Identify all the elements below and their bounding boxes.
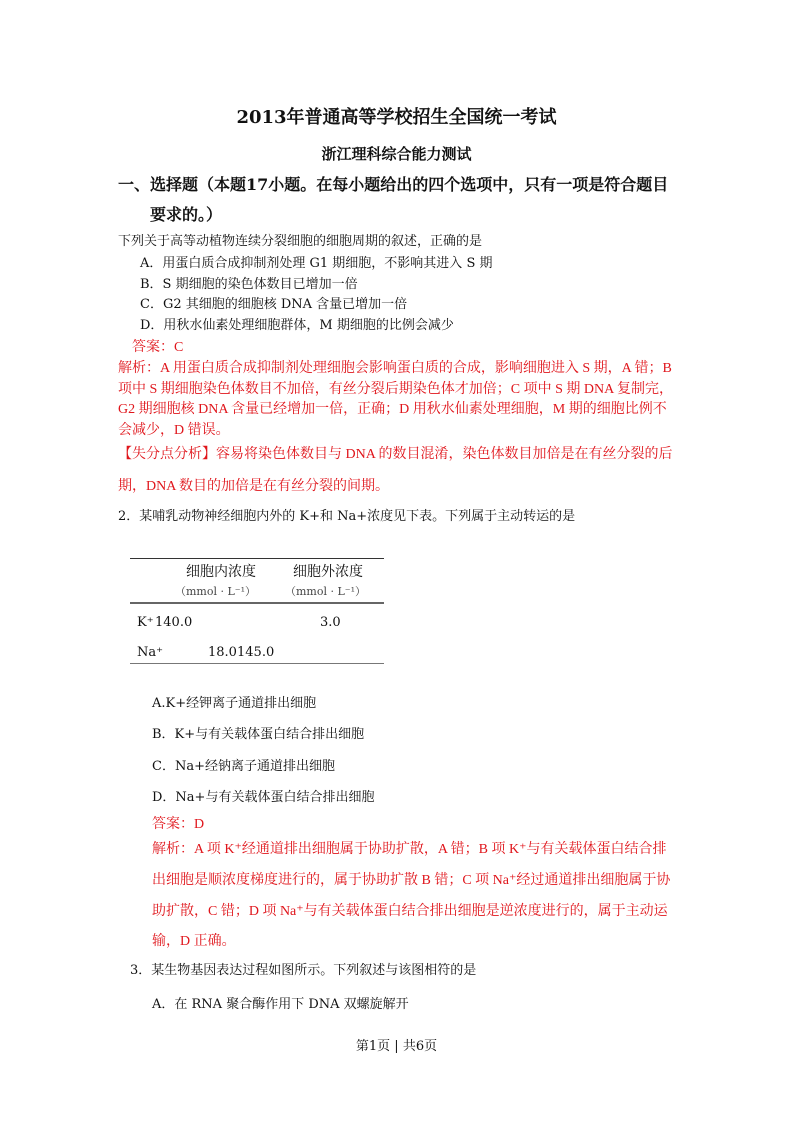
table-unit-outside: （mmol · L⁻¹）: [285, 585, 367, 598]
table-unit-inside: （mmol · L⁻¹）: [175, 585, 257, 598]
page-footer: 第1页 | 共6页: [355, 1039, 438, 1054]
q1-option-c: C．G2 其细胞的细胞核 DNA 含量已增加一倍: [140, 297, 408, 312]
q2-option-c: C．Na+经钠离子通道排出细胞: [152, 759, 335, 774]
q1-analysis-line: 【失分点分析】容易将染色体数目与 DNA 的数目混淆，染色体数目加倍是在有丝分裂的后: [118, 447, 673, 462]
section-heading: 一、选择题（本题17小题。在每小题给出的四个选项中，只有一项是符合题目: [118, 175, 669, 194]
q1-explanation-line: 项中 S 期细胞染色体数目不加倍，有丝分裂后期染色体才加倍；C 项中 S 期 DNA 复制完，: [118, 382, 673, 397]
table-row-k-inside: 140.0: [155, 615, 193, 630]
q3-stem: 3．某生物基因表达过程如图所示。下列叙述与该图相符的是: [130, 963, 477, 978]
q1-explanation-line: G2 期细胞核 DNA 含量已经增加一倍，正确；D 用秋水仙素处理细胞，M 期的细胞比例不: [118, 402, 667, 417]
table-row-na-outside: 145.0: [237, 645, 275, 660]
q1-explanation-line: 会减少，D 错误。: [118, 423, 230, 438]
q2-option-d: D．Na+与有关载体蛋白结合排出细胞: [152, 790, 375, 805]
q1-option-b: B．S 期细胞的染色体数目已增加一倍: [140, 277, 358, 292]
table-header-outside: 细胞外浓度: [293, 564, 363, 580]
q2-explanation-line: 出细胞是顺浓度梯度进行的，属于协助扩散 B 错；C 项 Na⁺经过通道排出细胞属于协: [152, 873, 671, 888]
section-heading-cont: 要求的。）: [150, 205, 223, 224]
q1-answer: 答案：C: [132, 340, 184, 355]
q1-explanation-line: 解析：A 用蛋白质合成抑制剂处理细胞会影响蛋白质的合成，影响细胞进入 S 期，A 错；B: [118, 361, 672, 376]
q2-option-b: B．K+与有关载体蛋白结合排出细胞: [152, 727, 365, 742]
q2-explanation-line: 输，D 正确。: [152, 934, 236, 949]
table-row-k-ion: K⁺: [137, 615, 154, 630]
q1-analysis-line: 期，DNA 数目的加倍是在有丝分裂的间期。: [118, 479, 390, 494]
document-subtitle: 浙江理科综合能力测试: [321, 145, 472, 163]
q2-explanation-line: 助扩散，C 错；D 项 Na⁺与有关载体蛋白结合排出细胞是逆浓度进行的，属于主动运: [152, 904, 668, 919]
q1-stem: 下列关于高等动植物连续分裂细胞的细胞周期的叙述，正确的是: [118, 234, 483, 249]
q2-explanation-line: 解析：A 项 K⁺经通道排出细胞属于协助扩散，A 错；B 项 K⁺与有关载体蛋白结合排: [152, 842, 667, 857]
q2-stem: 2．某哺乳动物神经细胞内外的 K+和 Na+浓度见下表。下列属于主动转运的是: [118, 509, 576, 524]
q1-option-a: A．用蛋白质合成抑制剂处理 G1 期细胞，不影响其进入 S 期: [140, 256, 493, 271]
document-title: 2013年普通高等学校招生全国统一考试: [236, 107, 557, 128]
q1-option-d: D．用秋水仙素处理细胞群体，M 期细胞的比例会减少: [140, 318, 454, 333]
q2-option-a: A.K+经钾离子通道排出细胞: [152, 696, 317, 711]
table-row-na-inside: 18.0: [208, 645, 237, 660]
table-row-na-ion: Na⁺: [137, 645, 163, 660]
q2-answer: 答案：D: [152, 817, 205, 832]
table-header-inside: 细胞内浓度: [186, 564, 256, 580]
table-row-k-outside: 3.0: [320, 615, 341, 630]
q3-option-a: A．在 RNA 聚合酶作用下 DNA 双螺旋解开: [152, 997, 409, 1012]
